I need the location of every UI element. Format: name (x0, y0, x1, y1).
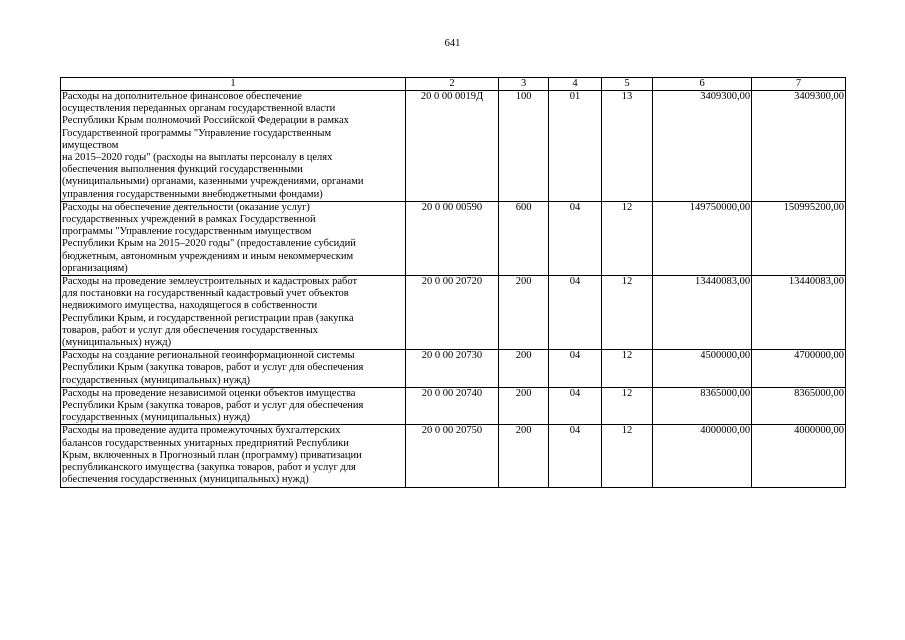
amount-col7: 4700000,00 (752, 350, 846, 388)
expense-type-code: 600 (498, 201, 548, 275)
expense-description: Расходы на обеспечение деятельности (оказание услуг) государственных учреждений в рамках Государственной программы "Управление государственным имуществом Республики Крым на 2015–2020 годы" (предоставление субсидий бюджетным, автономным учреждениям и иным некоммерческим организациям) (61, 201, 406, 275)
table-row (61, 425, 846, 487)
expense-type-code: 200 (498, 276, 548, 350)
amount-col6: 4000000,00 (653, 425, 752, 487)
target-article-code: 20 0 00 00590 (406, 201, 499, 275)
section-code: 04 (549, 387, 601, 425)
section-code: 04 (549, 350, 601, 388)
subsection-code: 13 (601, 91, 652, 202)
table-row (61, 276, 846, 350)
amount-col7: 150995200,00 (752, 201, 846, 275)
amount-col7: 13440083,00 (752, 276, 846, 350)
section-code: 04 (549, 201, 601, 275)
table-row (61, 387, 846, 425)
amount-col7: 8365000,00 (752, 387, 846, 425)
subsection-code: 12 (601, 276, 652, 350)
expense-description: Расходы на проведение независимой оценки объектов имущества Республики Крым (закупка товаров, работ и услуг для обеспечения государственных (муниципальных) нужд) (61, 387, 406, 425)
amount-col6: 8365000,00 (653, 387, 752, 425)
table-row (61, 91, 846, 202)
expense-type-code: 200 (498, 425, 548, 487)
column-header-7: 7 (752, 78, 846, 91)
amount-col6: 13440083,00 (653, 276, 752, 350)
target-article-code: 20 0 00 20730 (406, 350, 499, 388)
column-header-3: 3 (498, 78, 548, 91)
column-header-1: 1 (61, 78, 406, 91)
budget-table (60, 77, 846, 488)
expense-type-code: 200 (498, 387, 548, 425)
table-row (61, 350, 846, 388)
target-article-code: 20 0 00 0019Д (406, 91, 499, 202)
target-article-code: 20 0 00 20750 (406, 425, 499, 487)
table-row (61, 201, 846, 275)
section-code: 04 (549, 425, 601, 487)
column-header-5: 5 (601, 78, 652, 91)
expense-type-code: 200 (498, 350, 548, 388)
header-row (61, 78, 846, 91)
target-article-code: 20 0 00 20740 (406, 387, 499, 425)
subsection-code: 12 (601, 425, 652, 487)
expense-type-code: 100 (498, 91, 548, 202)
target-article-code: 20 0 00 20720 (406, 276, 499, 350)
column-header-6: 6 (653, 78, 752, 91)
expense-description: Расходы на дополнительное финансовое обеспечение осуществления переданных органам государственной власти Республики Крым полномочий Российской Федерации в рамках Государственной программы "Управление государственным имуществом на 2015–2020 годы" (расходы на выплаты персоналу в целях обеспечения выполнения функций государственными (муниципальными) органами, казенными учреждениями, органами управления государственными внебюджетными фондами) (61, 91, 406, 202)
subsection-code: 12 (601, 201, 652, 275)
amount-col6: 149750000,00 (653, 201, 752, 275)
amount-col7: 3409300,00 (752, 91, 846, 202)
expense-description: Расходы на проведение аудита промежуточных бухгалтерских балансов государственных унитарных предприятий Республики Крым, включенных в Прогнозный план (программу) приватизации республиканского имущества (закупка товаров, работ и услуг для обеспечения государственных (муниципальных) нужд) (61, 425, 406, 487)
amount-col7: 4000000,00 (752, 425, 846, 487)
section-code: 04 (549, 276, 601, 350)
page-number: 641 (444, 38, 461, 49)
subsection-code: 12 (601, 387, 652, 425)
amount-col6: 3409300,00 (653, 91, 752, 202)
column-header-4: 4 (549, 78, 601, 91)
expense-description: Расходы на проведение землеустроительных и кадастровых работ для постановки на государственный кадастровый учет объектов недвижимого имущества, находящегося в собственности Республики Крым, и государственной регистрации прав (закупка товаров, работ и услуг для обеспечения государственных (муниципальных) нужд) (61, 276, 406, 350)
subsection-code: 12 (601, 350, 652, 388)
expense-description: Расходы на создание региональной геоинформационной системы Республики Крым (закупка товаров, работ и услуг для обеспечения государственных (муниципальных) нужд) (61, 350, 406, 388)
column-header-2: 2 (406, 78, 499, 91)
section-code: 01 (549, 91, 601, 202)
amount-col6: 4500000,00 (653, 350, 752, 388)
